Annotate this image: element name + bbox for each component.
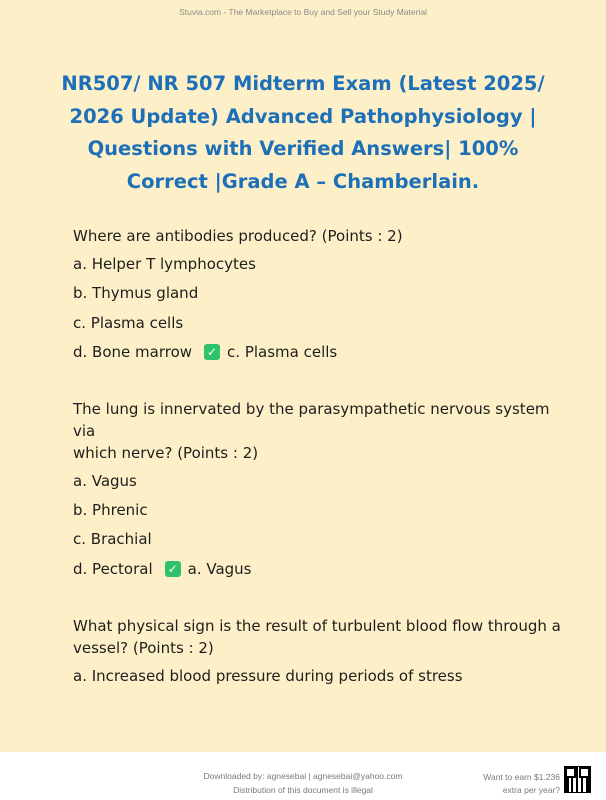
- option-c: c. Brachial: [73, 530, 152, 549]
- title-line-3: Questions with Verified Answers| 100%: [87, 137, 519, 160]
- option-d: d. Bone marrow ✓ c. Plasma cells: [73, 341, 563, 364]
- title-line-4: Correct |Grade A – Chamberlain.: [126, 169, 480, 193]
- question-1: [73, 225, 563, 364]
- question-text: What physical sign is the result of turbulent blood flow through a vessel? (Points : 2): [73, 616, 561, 657]
- answer-text: c. Plasma cells: [227, 342, 338, 361]
- qr-code-icon[interactable]: [565, 767, 590, 792]
- check-icon: ✓: [165, 561, 181, 577]
- option-b: b. Thymus gland: [73, 284, 199, 303]
- option-a: a. Helper T lymphocytes: [73, 255, 256, 273]
- check-icon: ✓: [204, 344, 220, 360]
- option-d: d. Pectoral ✓ a. Vagus: [73, 558, 563, 581]
- question-3: [73, 615, 563, 688]
- option-a: a. Vagus: [73, 471, 137, 490]
- question-text: The lung is innervated by the parasympathetic nervous system via which nerve? (Points : 2): [73, 399, 550, 462]
- question-text: Where are antibodies produced? (Points : 2): [73, 227, 403, 245]
- option-c: c. Plasma cells: [73, 313, 184, 332]
- page-footer: [0, 752, 606, 800]
- downloaded-by-text: Downloaded by: agnesebai | agnesebai@yahoo.com: [203, 771, 403, 781]
- stuvia-banner: Stuvia.com - The Marketplace to Buy and Sell your Study Material: [179, 7, 427, 17]
- title-line-1: NR507/ NR 507 Midterm Exam (Latest 2025/: [61, 72, 545, 95]
- question-2: [73, 398, 563, 581]
- distribution-notice: Distribution of this document is illegal: [233, 785, 373, 795]
- questions-list: [73, 225, 563, 722]
- option-a: a. Increased blood pressure during periods of stress: [73, 666, 463, 685]
- title-line-2: 2026 Update) Advanced Pathophysiology |: [69, 104, 537, 128]
- option-b: b. Phrenic: [73, 501, 148, 520]
- answer-text: a. Vagus: [187, 559, 252, 578]
- earn-promo[interactable]: Want to earn $1.236 extra per year?: [483, 772, 560, 795]
- document-title: [60, 68, 546, 198]
